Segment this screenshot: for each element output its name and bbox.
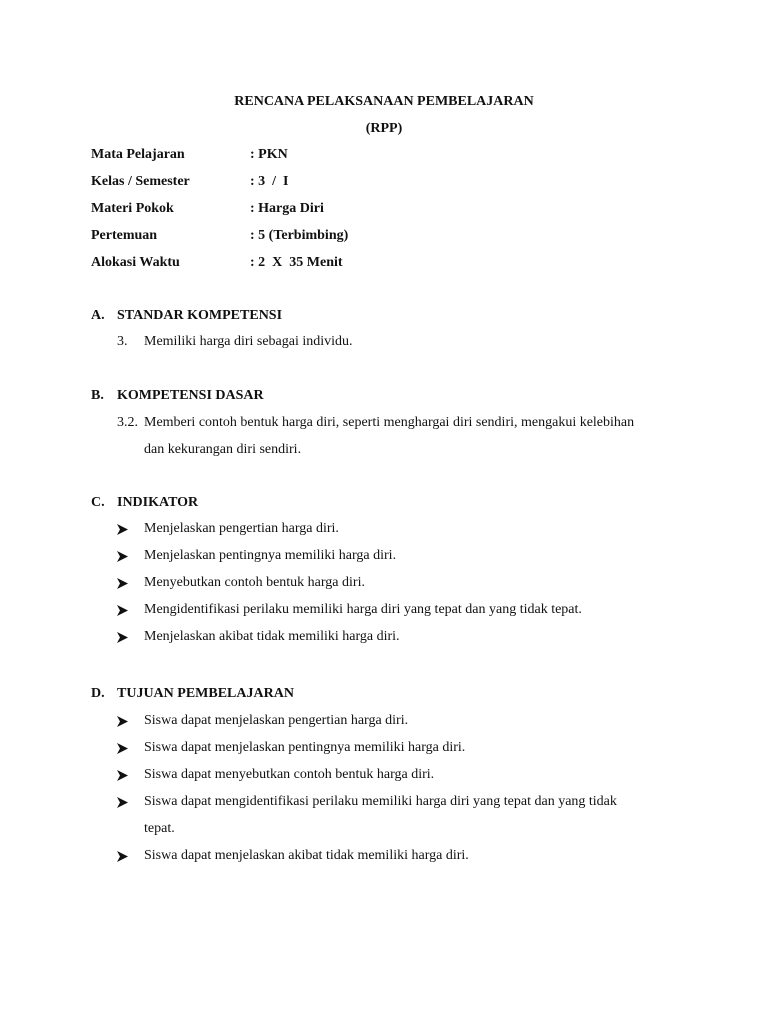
arrow-bullet-icon (117, 851, 128, 862)
document-title: RENCANA PELAKSANAAN PEMBELAJARAN (234, 94, 534, 109)
item-text: Menjelaskan akibat tidak memiliki harga diri. (144, 629, 400, 644)
item-text: Siswa dapat menjelaskan pentingnya memiliki harga diri. (144, 740, 466, 755)
meta-value: : Harga Diri (250, 201, 324, 216)
meta-value: : 5 (Terbimbing) (250, 228, 349, 243)
section-letter: B. (91, 388, 104, 403)
item-text-continued: dan kekurangan diri sendiri. (144, 442, 302, 457)
section-title: STANDAR KOMPETENSI (117, 308, 283, 323)
meta-value: : 3 / I (250, 174, 289, 189)
section-letter: A. (91, 308, 105, 323)
section-title: INDIKATOR (117, 495, 199, 510)
item-text: Siswa dapat mengidentifikasi perilaku memiliki harga diri yang tepat dan yang tidak (144, 794, 617, 809)
section-letter: D. (91, 686, 105, 701)
arrow-bullet-icon (117, 716, 128, 727)
meta-value: : PKN (250, 147, 288, 162)
item-text: Memiliki harga diri sebagai individu. (144, 334, 353, 349)
meta-label: Pertemuan (91, 228, 158, 243)
meta-label: Kelas / Semester (91, 174, 190, 189)
section-letter: C. (91, 495, 105, 510)
arrow-bullet-icon (117, 797, 128, 808)
arrow-bullet-icon (117, 770, 128, 781)
meta-value: : 2 X 35 Menit (250, 255, 343, 270)
arrow-bullet-icon (117, 605, 128, 616)
item-text: Siswa dapat menyebutkan contoh bentuk harga diri. (144, 767, 435, 782)
section-title: TUJUAN PEMBELAJARAN (117, 686, 294, 701)
item-text: Menyebutkan contoh bentuk harga diri. (144, 575, 365, 590)
document-subtitle: (RPP) (365, 121, 403, 136)
arrow-bullet-icon (117, 551, 128, 562)
item-text: Siswa dapat menjelaskan akibat tidak memiliki harga diri. (144, 848, 469, 863)
arrow-bullet-icon (117, 632, 128, 643)
item-text: Siswa dapat menjelaskan pengertian harga diri. (144, 713, 409, 728)
item-text: Menjelaskan pengertian harga diri. (144, 521, 339, 536)
item-text: Menjelaskan pentingnya memiliki harga diri. (144, 548, 397, 563)
item-number: 3.2. (117, 415, 138, 430)
item-number: 3. (117, 334, 128, 349)
arrow-bullet-icon (117, 743, 128, 754)
item-text: Mengidentifikasi perilaku memiliki harga diri yang tepat dan yang tidak tepat. (144, 602, 582, 617)
meta-label: Materi Pokok (91, 201, 174, 216)
section-title: KOMPETENSI DASAR (117, 388, 264, 403)
meta-label: Alokasi Waktu (91, 255, 180, 270)
meta-label: Mata Pelajaran (91, 147, 185, 162)
arrow-bullet-icon (117, 578, 128, 589)
arrow-bullet-icon (117, 524, 128, 535)
item-text: Memberi contoh bentuk harga diri, seperti menghargai diri sendiri, mengakui kelebihan (144, 415, 635, 430)
item-text-continued: tepat. (144, 821, 175, 836)
